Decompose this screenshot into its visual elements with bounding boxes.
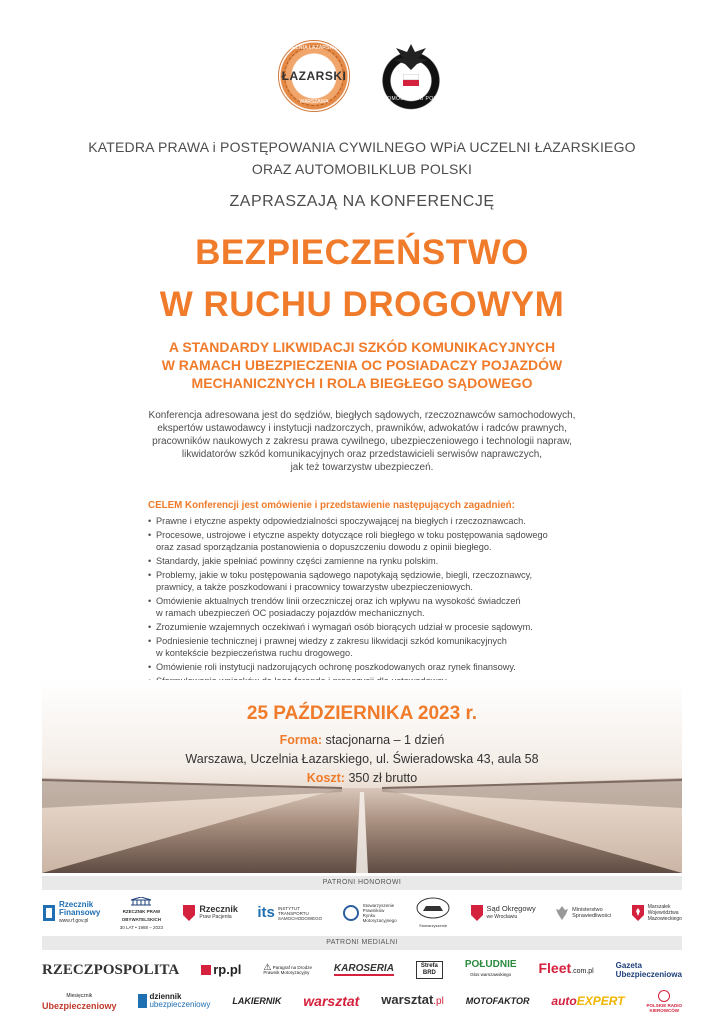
rf-line-2: Finansowy (59, 908, 101, 917)
swirl-icon (342, 904, 360, 922)
fleet-logo (538, 960, 594, 977)
intro-line-2: ekspertów ustawodawcy i instytucji nadzorczych, prawników, adwokatów i radców prawnych, (157, 423, 567, 434)
its-mark: its (257, 904, 275, 921)
gazeta-ubezpieczeniowa-logo (616, 961, 682, 979)
club-line-1: Stowarzyszenie (419, 922, 448, 928)
paragraf-line-2: Prawnik Motoryzacyjny (263, 970, 310, 976)
honorary-patrons-header: PATRONI HONOROWI (42, 876, 682, 890)
eagle-shield-icon (631, 904, 645, 922)
media-patrons-header: PATRONI MEDIALNI (42, 936, 682, 950)
polskie-radio-kierowcow-logo (646, 990, 682, 1013)
dz-mark (138, 994, 147, 1008)
form-label: Forma: (279, 733, 323, 747)
form-value: stacjonarna – 1 dzień (325, 733, 445, 747)
event-info (0, 731, 724, 788)
intro-line-4: likwidatorów szkód komunikacyjnych oraz przedstawicieli serwisów naprawczych, (181, 449, 543, 460)
miesiecznik-ubezpieczeniowy-logo (42, 991, 117, 1011)
rf-icon (42, 904, 56, 922)
rpo-line-3: 30 LAT • 1988 – 2023 (119, 924, 163, 930)
ministerstwo-sprawiedliwosci-logo (555, 904, 611, 922)
autoexpert-a: auto (551, 994, 577, 1008)
paragraf-na-drodze-logo (263, 962, 312, 976)
warsztatpl-suffix: .pl (433, 996, 444, 1007)
topic-item: • Omówienie aktualnych trendów linii orzeczniczej oraz ich wpływu na wysokość świadczeń w ramach ubezpieczeń OC posiadaczy pojazdów mechanicznych. (148, 595, 588, 619)
rzecznik-finansowy-logo (42, 901, 100, 925)
cost-value: 350 zł brutto (348, 771, 418, 785)
karoseria-logo: KAROSERIA (333, 963, 394, 974)
stow-line-2: Prawników (362, 908, 385, 913)
stow-line-4: Motoryzacyjnego (362, 918, 397, 923)
cost-label: Koszt: (306, 771, 345, 785)
rp-pl-logo (201, 962, 242, 977)
eagle-icon (392, 42, 430, 72)
its-logo (257, 906, 322, 921)
event-location: Warszawa, Uczelnia Łazarskiego, ul. Świeradowska 43, aula 58 (185, 752, 539, 766)
conference-subtitle (0, 338, 724, 392)
topic-item: • Problemy, jakie w toku postępowania sądowego napotykają sędziowie, biegli, rzeczoznawcy, prawnicy, a także poszkodowani i pracownicy towarzystw ubezpieczeniowych. (148, 569, 588, 593)
rpo-line-2: OBYWATELSKICH (121, 916, 161, 922)
event-cost (0, 769, 724, 788)
mazow-line-3: Mazowieckiego (647, 916, 682, 922)
event-date: 25 PAŹDZIERNIKA 2023 r. (246, 703, 478, 724)
poludnie-logo (465, 960, 517, 980)
marszalek-mazowieckie-logo (631, 904, 682, 922)
fleet-text: Fleet (538, 960, 572, 976)
intro-line-5: jak też towarzystw ubezpieczeń. (290, 462, 434, 473)
rpo-logo (120, 897, 163, 930)
rf-line-1: Rzecznik (59, 900, 94, 909)
strefa-line-2: BRD (422, 970, 436, 976)
rpp-line-2: Praw Pacjenta (199, 914, 232, 920)
topic-item: • Podniesienie technicznej i prawnej wiedzy z zakresu likwidacji szkód komunikacyjnych w kontekście bezpieczeństwa ruchu drogowego. (148, 635, 588, 659)
strefa-line-1: Strefa (420, 963, 438, 969)
dz-line-2: ubezpieczeniowy (149, 1000, 211, 1009)
topic-item: • Prawne i etyczne aspekty odpowiedzialności spoczywającej na biegłych i rzeczoznawcach. (148, 515, 588, 527)
poludnie-line-2: Głos warszawskiego (470, 972, 512, 977)
eagle-icon (555, 904, 569, 922)
stow-line-1: Stowarzyszenie (362, 903, 395, 908)
rf-line-3: www.rf.gov.pl (59, 918, 89, 924)
title-line-1: BEZPIECZEŃSTWO (195, 233, 529, 272)
organizers (0, 136, 724, 180)
intro-line-1: Konferencja adresowana jest do sędziów, biegłych sądowych, rzeczoznawców samochodowych, (148, 410, 576, 421)
its-line-1: INSTYTUT (277, 905, 300, 911)
rpp-line-1: Rzecznik (199, 904, 238, 914)
warsztat-pl-logo (381, 992, 444, 1007)
honorary-patrons-row (42, 895, 682, 931)
media-patrons-row-2 (42, 990, 682, 1012)
organizer-line-1: KATEDRA PRAWA i POSTĘPOWANIA CYWILNEGO WPiA UCZELNI ŁAZARSKIEGO (88, 139, 636, 155)
dz-line-1: dziennik (149, 992, 182, 1001)
sad-line-1: Sąd Okręgowy (486, 904, 536, 913)
sad-line-2: we Wrocławiu (486, 914, 518, 920)
organizer-line-2: ORAZ AUTOMOBILKLUB POLSKI (251, 161, 473, 177)
subtitle-line-3: MECHANICZNYCH I ROLA BIEGŁEGO SĄDOWEGO (191, 375, 533, 391)
stow-line-3: Rynku (362, 913, 376, 918)
topic-item: • Omówienie roli instytucji nadzorujących ochronę poszkodowanych oraz rynek finansowy. (148, 661, 588, 673)
radio-line-1: POLSKIE RADIO (646, 1002, 682, 1008)
logo-row (0, 40, 724, 112)
building-icon (130, 897, 152, 906)
warsztatpl-text: warsztat (381, 992, 434, 1007)
sad-okregowy-logo (470, 904, 536, 922)
its-line-3: SAMOCHODOWEGO (277, 915, 323, 921)
intro-line-3: pracowników naukowych z zakresu prawa cywilnego, ubezpieczeniowego i technologii napraw, (152, 436, 572, 447)
rzeczpospolita-logo: RZECZPOSPOLITA (42, 962, 180, 978)
mazow-line-2: Województwa (647, 910, 679, 916)
car-club-logo (416, 897, 450, 930)
eagle-shield-icon (470, 904, 484, 922)
car-icon (416, 897, 450, 919)
gazeta-line-2: Ubezpieczeniowa (615, 970, 682, 979)
rpo-line-1: RZECZNIK PRAW (122, 908, 161, 914)
polish-flag-icon (403, 74, 419, 86)
motofaktor-logo: MOTOFAKTOR (465, 996, 530, 1006)
topic-item: • Procesowe, ustrojowe i etyczne aspekty dotyczące roli biegłego w toku postępowania sądowego oraz zasad sporządzania postanowienia o dopuszczeniu dowodu z opinii biegłego. (148, 529, 588, 553)
its-line-2: TRANSPORTU (277, 910, 309, 916)
radio-line-2: KIEROWCÓW (649, 1007, 679, 1013)
rp-text: rp.pl (213, 962, 242, 977)
autoexpert-b: EXPERT (576, 994, 625, 1008)
poludnie-line-1: POŁUDNIE (464, 959, 517, 970)
subtitle-line-1: A STANDARDY LIKWIDACJI SZKÓD KOMUNIKACYJNYCH (168, 339, 556, 355)
autoexpert-logo (551, 996, 624, 1006)
audience-intro (0, 409, 724, 474)
eagle-shield-icon (182, 904, 196, 922)
dziennik-ubezpieczeniowy-logo (138, 993, 210, 1009)
radio-circle (658, 990, 670, 1002)
mazow-line-1: Marszałek (647, 904, 671, 910)
paragraf-line-1: Paragraf na Drodze (272, 964, 312, 970)
lazarski-arc-bottom: WARSZAWA (299, 99, 329, 105)
ms-line-2: Sprawiedliwości (572, 913, 612, 919)
subtitle-line-2: W RAMACH UBEZPIECZENIA OC POSIADACZY POJAZDÓW (161, 357, 563, 373)
invite-line: ZAPRASZAJĄ NA KONFERENCJĘ (229, 193, 495, 210)
conference-title (0, 227, 724, 331)
ms-line-1: Ministerstwo (572, 907, 603, 913)
rzecznik-praw-pacjenta-logo (182, 904, 238, 922)
title-line-2: W RUCHU DROGOWYM (159, 285, 565, 324)
topics-lead: CELEM Konferencji jest omówienie i przedstawienie następujących zagadnień: (148, 500, 515, 511)
topics-list (148, 515, 588, 687)
topic-item: • Standardy, jakie spełniać powinny części zamienne na rynku polskim. (148, 555, 588, 567)
warsztat-magazine-logo: warsztat (303, 993, 360, 1009)
media-patrons-row-1 (42, 958, 682, 982)
lazarski-logo (278, 40, 350, 112)
lazarski-brand: ŁAZARSKI (281, 69, 347, 83)
event-form (0, 731, 724, 750)
gazeta-line-1: Gazeta (615, 961, 642, 970)
automobilklub-text: AUTOMOBILKLUB POLSKI (376, 96, 446, 102)
lakiernik-logo: LAKIERNIK (232, 996, 282, 1006)
stowarzyszenie-prawnikow-logo (342, 903, 397, 923)
warning-icon: ⚠ (263, 962, 272, 973)
lazarski-arc-top: UCZELNIA ŁAZARSKIEGO (281, 45, 347, 51)
mu-line-2: Ubezpieczeniowy (42, 1001, 117, 1011)
topics-section (148, 500, 588, 689)
topic-item: • Zrozumienie wzajemnych oczekiwań i wymagań osób biorących udział w procesie sądowym. (148, 621, 588, 633)
fleet-suffix: .com.pl (571, 968, 594, 975)
rp-square (201, 965, 211, 975)
strefa-brd-logo (416, 961, 443, 979)
automobilklub-logo (376, 40, 446, 110)
mu-line-1: Miesięcznik (66, 993, 93, 999)
